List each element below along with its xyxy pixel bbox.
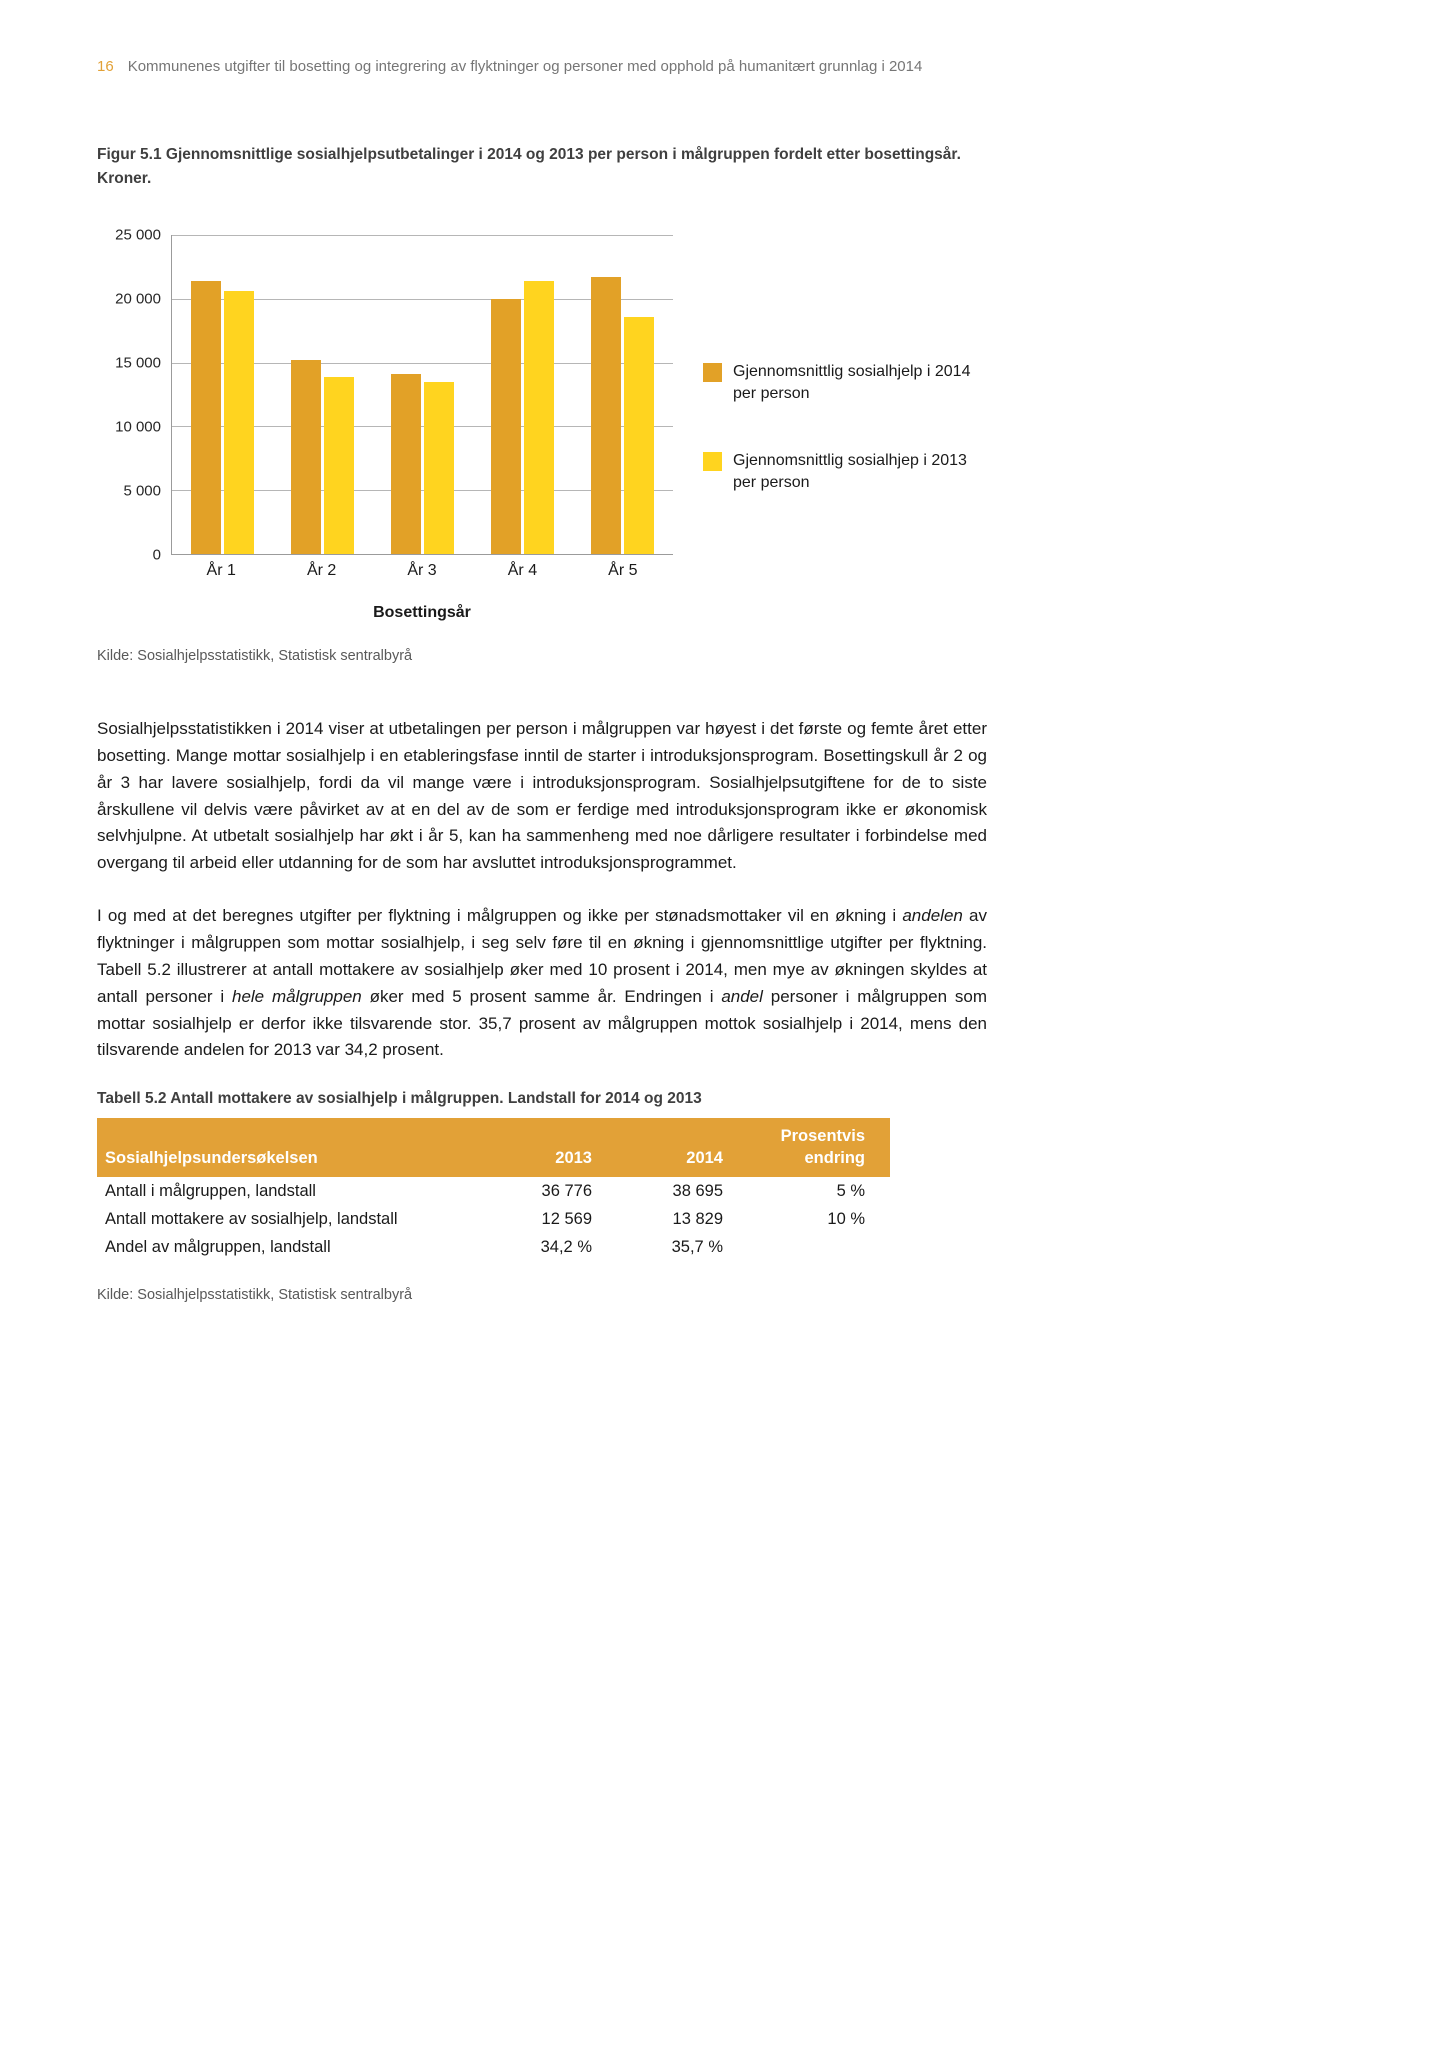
- table-cell: 5 %: [836, 1181, 865, 1200]
- italic-text: andelen: [902, 906, 963, 926]
- text-run: av flyktninger i målgruppen som mottar sosialhjelp, i seg selv føre til en økning i gjennomsnittlige utgifter per flyktning. Tabell 5.2 illustrerer at antall mottakere av sosialhjelp øker med 10 prosent i 2014, men mye av økningen skyldes at antall personer i: [97, 906, 987, 1006]
- legend-label: Gjennomsnittlig sosialhjelp i 2014 per person: [733, 363, 971, 402]
- plot-wrap: [97, 226, 683, 564]
- plot-area: [171, 235, 673, 555]
- table-cell: 13 829: [672, 1209, 723, 1228]
- bar: [524, 281, 554, 554]
- bar: [491, 299, 521, 554]
- table-row: [97, 1177, 890, 1205]
- table-header-cell: Prosentvis endring: [723, 1118, 890, 1177]
- x-tick-label: År 5: [608, 562, 638, 580]
- table-cell: Andel av målgruppen, landstall: [105, 1237, 331, 1256]
- table-cell: Antall i målgruppen, landstall: [105, 1181, 316, 1200]
- bars-row: [172, 235, 673, 554]
- table-header-cell: Sosialhjelpsundersøkelsen: [97, 1118, 447, 1177]
- paragraph: [97, 903, 987, 1064]
- bar-group: [573, 235, 673, 554]
- bar: [191, 281, 221, 554]
- x-tick-label: År 1: [206, 562, 236, 580]
- legend-item: [703, 361, 975, 404]
- y-axis: [97, 226, 161, 564]
- y-tick-label: 25 000: [115, 226, 161, 244]
- bar-group: [372, 235, 472, 554]
- chart-plot-region: [97, 226, 683, 622]
- table-row: [97, 1205, 890, 1233]
- bar: [324, 377, 354, 554]
- page-number: 16: [97, 58, 114, 75]
- table-cell: 10 %: [827, 1209, 865, 1228]
- bar-group: [272, 235, 372, 554]
- table-header-cell: 2014: [592, 1118, 723, 1177]
- data-table: [97, 1118, 890, 1261]
- legend-item: [703, 450, 975, 493]
- table-head: [97, 1118, 890, 1177]
- table-cell: 35,7 %: [671, 1237, 723, 1256]
- bar: [591, 277, 621, 554]
- legend-label: Gjennomsnittlig sosialhjep i 2013 per person: [733, 452, 967, 491]
- text-run: I og med at det beregnes utgifter per flyktning i målgruppen og ikke per stønadsmottaker vil en økning i: [97, 906, 903, 926]
- text-run: Sosialhjelpsstatistikken i 2014 viser at utbetalingen per person i målgruppen var høyest i det første og femte året etter bosetting. Mange mottar sosialhjelp i en etableringsfase inntil de starter i introduksjonsprogram. Bosettingskull år 2 og år 3 har lavere sosialhjelp, fordi da vil mange være i introduksjonsprogram. Sosialhjelpsutgiftene for de to siste årskullene vil delvis være påvirket av at en del av de som er ferdige med introduksjonsprogram ikke er økonomisk selvhjulpne. At utbetalt sosialhjelp har økt i år 5, kan ha sammenheng med noe dårligere resultater i forbindelse med overgang til arbeid eller utdanning for de som har avsluttet introduksjonsprogrammet.: [97, 719, 987, 873]
- legend-swatch: [703, 452, 722, 471]
- bar: [424, 382, 454, 554]
- bar-chart: [97, 226, 1351, 622]
- x-tick-label: År 2: [306, 562, 337, 580]
- paragraph: [97, 716, 987, 877]
- table-cell: Antall mottakere av sosialhjelp, landstall: [105, 1209, 398, 1228]
- bar-group: [172, 235, 272, 554]
- chart-legend: [703, 361, 975, 622]
- x-tick-label: År 3: [407, 562, 437, 580]
- figure-title: Figur 5.1 Gjennomsnittlige sosialhjelpsutbetalinger i 2014 og 2013 per person i målgruppen fordelt etter bosettingsår. Kroner.: [97, 146, 961, 188]
- x-tick-label: År 4: [507, 562, 538, 580]
- figure-source: Kilde: Sosialhjelpsstatistikk, Statistisk sentralbyrå: [97, 648, 413, 665]
- table-cell: 34,2 %: [540, 1237, 592, 1256]
- text-run: øker med 5 prosent samme år. Endringen i: [361, 986, 722, 1006]
- table-row: [97, 1233, 890, 1261]
- legend-swatch: [703, 363, 722, 382]
- text-run: personer i målgruppen som mottar sosialhjelp er derfor ikke tilsvarende stor. 35,7 prosent av målgruppen mottok sosialhjelp i 2014, mens den tilsvarende andelen for 2013 var 34,2 prosent.: [97, 986, 987, 1060]
- bar: [224, 291, 254, 554]
- x-axis-title: Bosettingsår: [373, 604, 471, 622]
- y-tick-label: 10 000: [115, 418, 161, 436]
- y-tick-label: 0: [152, 546, 161, 564]
- body-text: [97, 716, 987, 1064]
- table-header-row: [97, 1118, 890, 1177]
- x-axis: [171, 562, 673, 580]
- italic-text: andel: [721, 986, 763, 1006]
- table-body: [97, 1177, 890, 1261]
- table-cell: [723, 1233, 890, 1261]
- table-cell: 36 776: [541, 1181, 592, 1200]
- table-title: Tabell 5.2 Antall mottakere av sosialhjelp i målgruppen. Landstall for 2014 og 2013: [97, 1090, 702, 1108]
- y-tick-label: 15 000: [115, 354, 161, 372]
- page-header: [97, 58, 1351, 75]
- bar-group: [473, 235, 573, 554]
- y-tick-label: 5 000: [123, 482, 161, 500]
- y-tick-label: 20 000: [115, 290, 161, 308]
- table-header-cell: 2013: [447, 1118, 592, 1177]
- running-header-title: Kommunenes utgifter til bosetting og integrering av flyktninger og personer med opphold på humanitært grunnlag i 2014: [127, 58, 923, 75]
- bar: [624, 317, 654, 554]
- italic-text: hele målgruppen: [232, 986, 362, 1006]
- table-cell: 38 695: [672, 1181, 723, 1200]
- bar: [391, 374, 421, 554]
- bar: [291, 360, 321, 554]
- table-cell: 12 569: [541, 1209, 592, 1228]
- table-source: Kilde: Sosialhjelpsstatistikk, Statistisk sentralbyrå: [97, 1287, 413, 1304]
